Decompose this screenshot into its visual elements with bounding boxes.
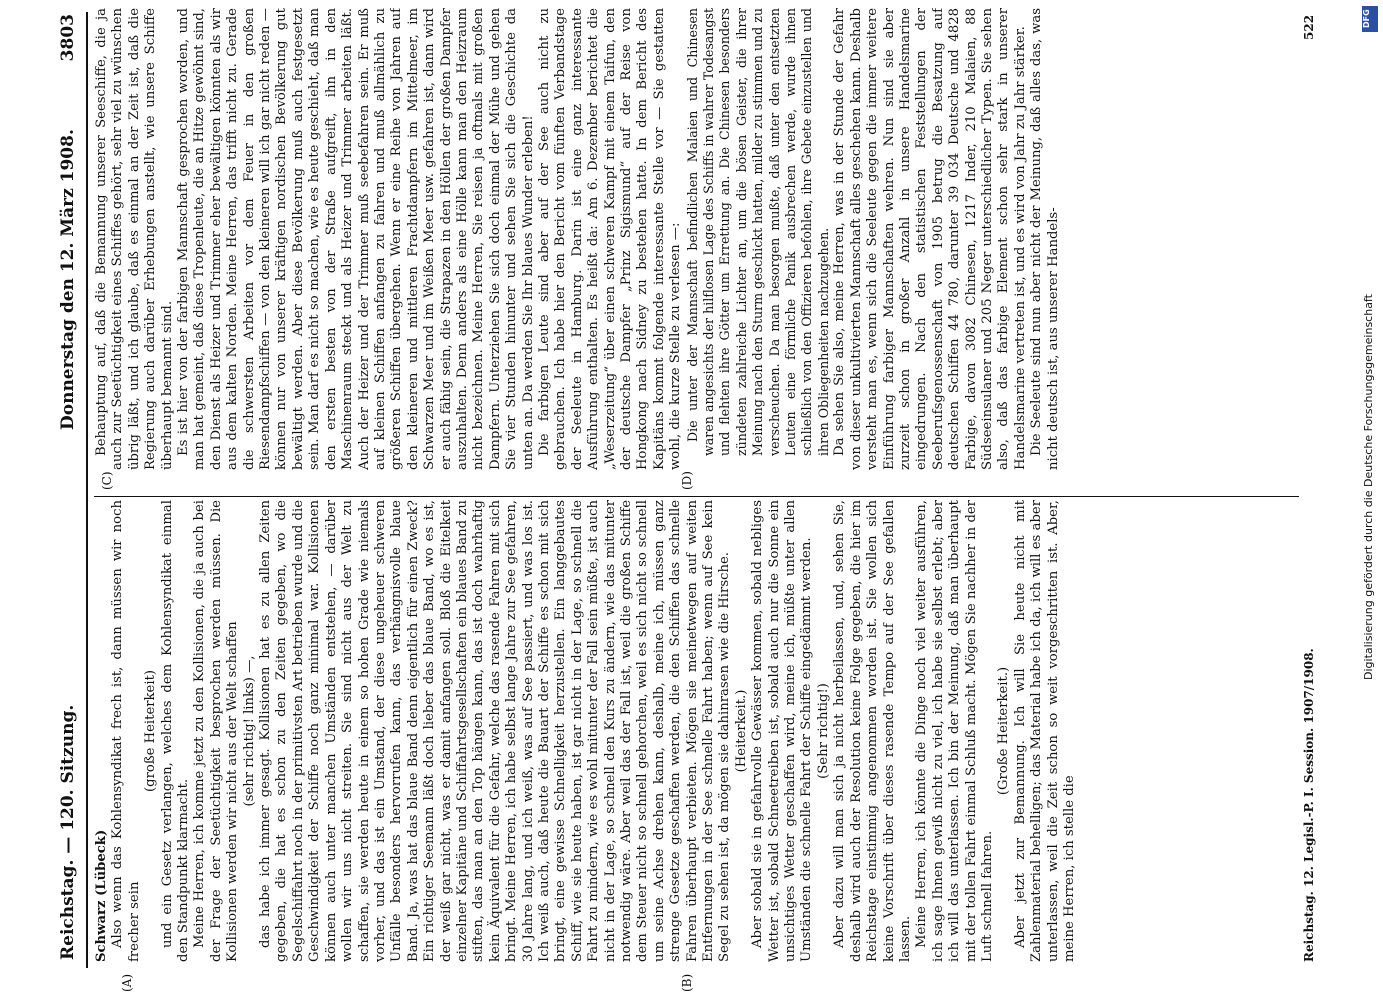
column-separator: [94, 496, 1299, 497]
paragraph: Behauptung auf, daß die Bemannung unserer Seeschiffe, die ja auch zur Seetüchtigkeit eines Schiffes gehört, sehr viel zu wünschen übrig läßt, und ich glaube, daß es einmal an der Zeit ist, daß die Regierung auch darüber Erhebungen anstellt, wie unsere Schiffe überhaupt bemannt sind.: [94, 8, 175, 470]
margin-letter-d: (D): [680, 471, 694, 490]
margin-letter-c: (C): [100, 471, 114, 490]
interjection: (sehr richtig! links) —,: [241, 655, 257, 807]
paragraph: Aber jetzt zur Bemannung. Ich will Sie heute nicht mit Zahlenmaterial behelligen; das Material habe ich da, ich will es aber unterlassen, weil die Zeit schon so weit vorgeschritten ist. Aber, meine Herren, ich stelle die: [1012, 500, 1077, 962]
right-column: [94, 8, 1274, 470]
paragraph: Aber sobald sie in gefahrvolle Gewässer kommen, sobald nebliges Wetter ist, sobald Schneetreiben ist, sobald auch nur die Sonne ein unsichtiges Wetter geschaffen wird, meine ich, müßte unter allen Umständen die schnelle Fahrt der Schiffe eingedämmt werden.: [750, 500, 815, 962]
paragraph: Meine Herren, ich könnte die Dinge noch viel weiter ausführen, ich sage Ihnen gewiß nicht zu viel, ich habe sie selbst erlebt; aber ich will das unterlassen. Ich bin der Meinung, daß man überhaupt mit der tollen Fahrt einmal Schluß macht. Mögen Sie nachher in der Luft schnell fahren.: [914, 500, 995, 962]
quoted-passage: Die unter der Mannschaft befindlichen Malaien und Chinesen waren angesichts der hilflosen Lage des Schiffs in wahrer Todesangst und flehten ihre Götter um Errettung an. Die Chinesen besonders zündeten zahlreiche Lichter an, um die bösen Geister, die ihrer Meinung nach den Sturm geschickt hatten, milder zu stimmen und zu verscheuchen. Da man besorgen mußte, daß unter den entsetzten Leuten eine förmliche Panik ausbrechen werde, wurde ihnen schließlich von den Offizieren befohlen, ihre Gebete einzustellen und ihren Obliegenheiten nachzugehen.: [684, 8, 831, 456]
margin-letter-a: (A): [120, 973, 134, 992]
speaker-name: Schwarz (Lübeck): [94, 829, 109, 962]
paragraph: und ein Gesetz verlangen, welches dem Kohlensyndikat einmal den Standpunkt klarmacht.: [159, 500, 192, 962]
interjection: (Sehr richtig!): [815, 683, 831, 779]
paragraph: Die farbigen Leute sind aber auf der See auch nicht zu gebrauchen. Ich habe hier den Bericht vom fünften Verbandstage der Seeleute in Hamburg. Darin ist eine ganz interessante Ausführung enthalten. Es heißt da: Am 6. Dezember berichtet die „Weserzeitung“ über einen schweren Kampf mit einem Taifun, den der deutsche Dampfer „Prinz Sigismund“ auf der Reise von Hongkong nach Sidney zu bestehen hatte. In dem Bericht des Kapitäns kommt folgende interessante Stelle vor — Sie gestatten wohl, die kurze Stelle zu verlesen —:: [536, 8, 684, 470]
paragraph: Die Seeleute sind nun aber nicht der Meinung, daß alles das, was nicht deutsch ist, aus unserer Handels-: [1029, 8, 1061, 470]
footer-page-count: 522: [1302, 14, 1316, 40]
margin-letter-b: (B): [680, 973, 694, 992]
digitization-sidebar: [1360, 0, 1383, 1000]
interjection: (Heiterkeit.): [733, 689, 749, 773]
paragraph: Da sehen Sie also, meine Herren, was in der Stunde der Gefahr von dieser unkultivierten Mannschaft alles geschehen kann. Deshalb versteht man es, wenn sich die Seeleute gegen die immer weitere Einführung farbiger Mannschaften wehren. Nun sind sie aber zurzeit schon in großer Anzahl in unsere Handelsmarine eingedrungen. Nach den statistischen Feststellungen der Seeberufsgenossenschaft von 1905 betrug die Besatzung auf deutschen Schiffen 44 780, darunter 39 034 Deutsche und 4828 Farbige, davon 3082 Chinesen, 1217 Inder, 210 Malaien, 88 Südseeinsulaner und 205 Neger unterschiedlicher Typen. Sie sehen also, daß das farbige Element schon sehr stark in unserer Handelsmarine vertreten ist, und es wird von Jahr zu Jahr stärker.: [832, 8, 1028, 470]
header-date: Donnerstag den 12. März 1908.: [58, 129, 78, 430]
dfg-logo: DFG: [1362, 6, 1378, 32]
header-left: Reichstag. — 120. Sitzung.: [58, 704, 78, 960]
rotated-sheet: [40, 0, 1330, 1000]
paragraph: Meine Herren, ich komme jetzt zu den Kollisionen, die ja auch bei der Frage der Seetüchtigkeit besprochen werden müssen. Die Kollisionen werden wir nicht aus der Welt schaffen: [192, 500, 241, 962]
digitization-credit: Digitalisierung gefördert durch die Deutsche Forschungsgemeinschaft: [1362, 294, 1375, 680]
header-rule: [86, 12, 88, 968]
interjection: (große Heiterkeit): [143, 669, 159, 793]
page-number: 3803: [58, 14, 78, 62]
left-column: [94, 500, 1274, 962]
paragraph: Es ist hier von der farbigen Mannschaft gesprochen worden, und man hat gemeint, daß diese Tropenleute, die an Hitze gewöhnt sind, den Dienst als Heizer und Trimmer eher bewältigen könnten als wir aus dem kalten Norden. Meine Herren, das trifft nicht zu. Gerade die schwersten Arbeiten vor dem Feuer in den großen Riesendampfschiffen — von den kleineren will ich gar nicht reden — können nur von unserer kräftigen nordischen Bevölkerung gut bewältigt werden. Aber diese Bevölkerung muß auch festgesetzt sein. Man darf es nicht so machen, wie es heute geschieht, daß man den ersten besten von der Straße aufgreift, ihn in den Maschinenraum steckt und als Heizer und Trimmer arbeiten läßt. Auch der Heizer und der Trimmer muß seebefahren sein. Er muß auf kleinen Schiffen anfangen zu fahren und muß allmählich zu größeren Schiffen übergehen. Wenn er eine Reihe von Jahren auf den kleineren und mittleren Frachtdampfern im Mittelmeer, im Schwarzen Meer und im Weißen Meer usw. gefahren ist, dann wird er auch fähig sein, die Strapazen in den Höllen der großen Dampfer auszuhalten. Denn anders als eine Hölle kann man den Heizraum nicht bezeichnen. Meine Herren, Sie reisen ja oftmals mit großen Dampfern. Unterziehen Sie sich doch einmal der Mühe und gehen Sie vier Stunden hinunter und sehen Sie sich die Geschichte da unten an. Da werden Sie Ihr blaues Wunder erleben!: [176, 8, 536, 470]
paragraph: das habe ich immer gesagt. Kollisionen hat es zu allen Zeiten gegeben, die hat es schon zu den Zeiten gegeben, wo die Segelschiffahrt noch in der primitivsten Art betrieben wurde und die Geschwindigkeit der Schiffe noch ganz minimal war. Kollisionen können auch unter manchen Umständen entstehen, — darüber wollen wir uns nicht streiten. Sie sind nicht aus der Welt zu schaffen, sie werden heute in einem so hohen Grade wie niemals vorher, und das ist ein Umstand, der diese ungeheuer schweren Unfälle besonders hervorrufen kann, das verhängnisvolle blaue Band. Ja, was hat das blaue Band denn eigentlich für einen Zweck? Ein richtiger Seemann läßt doch lieber das blaue Band, wo es ist, der weiß gar nicht, was er damit anfangen soll. Bloß die Eitelkeit einzelner Kapitäne und Schiffahrtsgesellschaften ein blaues Band zu stiften, das man an den Top hängen kann, das ist doch wahrhaftig kein Äquivalent für die Gefahr, welche das rasende Fahren mit sich bringt. Meine Herren, ich habe selbst lange Jahre zur See gefahren, 30 Jahre lang, und ich weiß, was auf See passiert, und was los ist. Ich weiß auch, daß heute die Bauart der Schiffe es schon mit sich bringt, eine gewisse Schnelligkeit herzustellen. Ein langgebautes Schiff, wie sie heute haben, ist gar nicht in der Lage, so schnell die Fahrt zu mindern, wie es wohl mitunter der Fall sein müßte, ist auch nicht in der Lage, so schnell den Kurs zu ändern, wie das mitunter notwendig wäre. Aber weil das der Fall ist, weil die großen Schiffe dem Steuer nicht so schnell gehorchen, weil es sich nicht so schnell um seine Achse drehen kann, deshalb, meine ich, müssen ganz strenge Gesetze geschaffen werden, die den Schiffen das schnelle Fahren überhaupt verbieten. Mögen sie meinetwegen auf weiten Entfernungen in der See schnelle Fahrt haben; wenn auf See kein Segel zu sehen ist, da mögen sie dahinrasen wie die Hirsche.: [258, 500, 733, 962]
footer-session: Reichstag. 12. Legisl.-P. I. Session. 1907/1908.: [1302, 648, 1316, 962]
paragraph: Also wenn das Kohlensyndikat frech ist, dann müssen wir noch frecher sein: [110, 500, 142, 962]
paragraph: Aber dazu will man sich ja nicht herbeilassen, und, sehen Sie, deshalb wird auch der Resolution keine Folge gegeben, die hier im Reichstage einstimmig angenommen worden ist. Sie wollen sich keine Vorschrift über dieses rasende Tempo auf der See gefallen lassen.: [832, 500, 913, 962]
interjection: (Große Heiterkeit.): [996, 666, 1012, 796]
